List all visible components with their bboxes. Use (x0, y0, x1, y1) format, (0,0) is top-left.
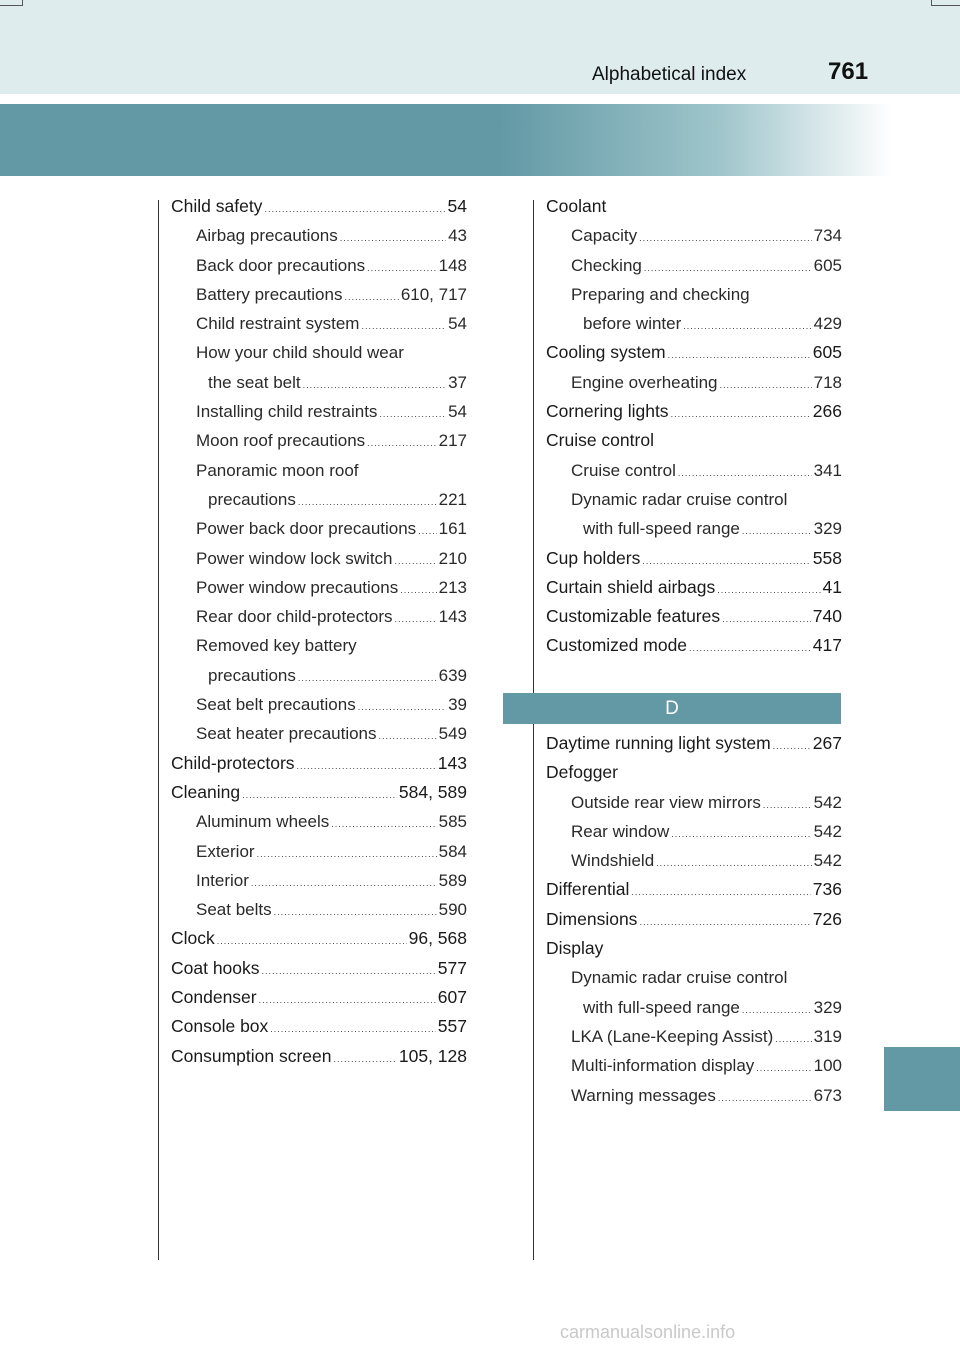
page-ref: 542 (813, 792, 842, 812)
entry-text: Capacity (571, 226, 638, 246)
leader-dots (270, 1015, 436, 1044)
page-ref: 605 (812, 342, 842, 363)
index-entry (546, 573, 842, 602)
leader-dots (678, 459, 812, 488)
leader-dots (297, 752, 436, 781)
index-entry (546, 934, 842, 963)
index-entry (171, 280, 467, 309)
page-header (0, 0, 960, 94)
index-entry (171, 221, 467, 250)
leader-dots (367, 429, 436, 458)
index-entry (546, 368, 842, 397)
page-ref: 341 (813, 460, 842, 480)
leader-dots (361, 312, 446, 341)
entry-text: Child restraint system (196, 314, 360, 334)
index-entry (171, 338, 467, 367)
index-entry (171, 602, 467, 631)
index-entry (546, 485, 842, 514)
leader-dots (775, 1025, 811, 1054)
entry-text: Cruise control (571, 460, 676, 480)
index-entry (171, 719, 467, 748)
index-entry (546, 456, 842, 485)
leader-dots (395, 605, 437, 634)
page-ref: 610, 717 (400, 284, 467, 304)
entry-text: precautions (208, 665, 296, 685)
page-ref: 54 (447, 196, 467, 216)
index-entry (171, 485, 467, 514)
entry-text: precautions (208, 489, 296, 509)
index-entry (546, 192, 842, 221)
entry-text: Rear door child-protectors (196, 607, 393, 627)
page-ref: 221 (438, 489, 467, 509)
page-ref: 639 (438, 665, 467, 685)
section-header-d: D (503, 693, 841, 724)
index-entry (546, 788, 842, 817)
index-entry (546, 1081, 842, 1110)
leader-dots (773, 732, 811, 761)
leader-dots (639, 224, 811, 253)
leader-dots (642, 547, 810, 576)
page-ref: 542 (813, 821, 842, 841)
leader-dots (379, 400, 446, 429)
index-entry (546, 631, 842, 660)
entry-text: Cup holders (546, 547, 641, 568)
page-ref: 558 (812, 547, 842, 568)
index-entry (171, 690, 467, 719)
leader-dots (689, 634, 811, 663)
page-ref: 329 (813, 519, 842, 539)
leader-dots (644, 254, 812, 283)
page-ref: 143 (437, 752, 467, 773)
entry-text: Back door precautions (196, 255, 366, 275)
entry-text: Cornering lights (546, 401, 669, 422)
index-column-left (171, 192, 467, 1071)
page-ref: 584, 589 (398, 781, 467, 802)
index-entry (171, 807, 467, 836)
index-entry (546, 221, 842, 250)
page-ref: 542 (813, 851, 842, 871)
page-ref: 43 (448, 226, 467, 246)
entry-text: Aluminum wheels (196, 812, 330, 832)
entry-text: the seat belt (208, 372, 301, 392)
page-ref: 590 (438, 900, 467, 920)
index-entry (546, 251, 842, 280)
index-entry (546, 1051, 842, 1080)
page-ref: 143 (438, 607, 467, 627)
index-entry (171, 1012, 467, 1041)
entry-text: Power back door precautions (196, 519, 417, 539)
leader-dots (639, 908, 810, 937)
entry-text: Cooling system (546, 342, 666, 363)
index-entry (546, 309, 842, 338)
leader-dots (303, 371, 446, 400)
index-entry (171, 573, 467, 602)
entry-text: Differential (546, 879, 630, 900)
leader-dots (671, 400, 811, 429)
page-ref: 429 (813, 314, 842, 334)
entry-text: Defogger (546, 762, 618, 783)
leader-dots (251, 869, 437, 898)
entry-text: Customized mode (546, 635, 688, 656)
entry-text: Seat heater precautions (196, 724, 377, 744)
leader-dots (400, 576, 436, 605)
entry-text: Engine overheating (571, 372, 718, 392)
index-entry (171, 1042, 467, 1071)
page-ref: 54 (448, 314, 467, 334)
page-title: Alphabetical index (592, 64, 747, 85)
index-entry (546, 817, 842, 846)
index-entry (546, 514, 842, 543)
index-entry (171, 192, 467, 221)
index-entry (171, 778, 467, 807)
index-entry (171, 749, 467, 778)
page-ref: 417 (812, 635, 842, 656)
column-divider (158, 200, 159, 1260)
entry-text: Seat belt precautions (196, 695, 356, 715)
entry-text: Moon roof precautions (196, 431, 366, 451)
entry-text: with full-speed range (583, 519, 740, 539)
leader-dots (344, 283, 398, 312)
leader-dots (264, 195, 445, 224)
entry-text: Airbag precautions (196, 226, 338, 246)
entry-text: Interior (196, 870, 249, 890)
index-entry (546, 758, 842, 787)
entry-text: Windshield (571, 851, 655, 871)
index-entry (546, 963, 842, 992)
entry-text: Installing child restraints (196, 402, 378, 422)
page-ref: 41 (822, 576, 842, 597)
entry-text: Clock (171, 928, 215, 949)
index-entry (171, 983, 467, 1012)
index-entry (171, 251, 467, 280)
page-ref: 266 (812, 401, 842, 422)
entry-text: Curtain shield airbags (546, 576, 716, 597)
page-ref: 589 (438, 870, 467, 890)
index-entry (171, 895, 467, 924)
entry-text: Dynamic radar cruise control (571, 489, 788, 509)
side-tab (884, 1047, 960, 1111)
index-entry (171, 924, 467, 953)
index-entry (546, 729, 842, 758)
entry-text: Seat belts (196, 900, 272, 920)
crop-mark (931, 0, 960, 6)
leader-dots (340, 224, 446, 253)
leader-dots (358, 693, 446, 722)
leader-dots (671, 820, 811, 849)
page-ref: 718 (813, 372, 842, 392)
index-entry (546, 846, 842, 875)
page-ref: 605 (813, 255, 842, 275)
entry-text: LKA (Lane-Keeping Assist) (571, 1026, 774, 1046)
entry-text: How your child should wear (196, 343, 404, 363)
leader-dots (742, 996, 812, 1025)
page-number: 761 (828, 58, 869, 85)
index-entry (546, 544, 842, 573)
leader-dots (334, 1045, 397, 1074)
leader-dots (742, 517, 812, 546)
page-ref: 105, 128 (398, 1045, 467, 1066)
index-entry (546, 905, 842, 934)
index-entry (546, 426, 842, 455)
leader-dots (262, 957, 436, 986)
index-entry (171, 661, 467, 690)
entry-text: Child-protectors (171, 752, 295, 773)
entry-text: Cruise control (546, 430, 654, 451)
page-ref: 96, 568 (408, 928, 467, 949)
page-ref: 557 (437, 1016, 467, 1037)
leader-dots (257, 840, 437, 869)
index-entry (171, 631, 467, 660)
index-entry (546, 397, 842, 426)
leader-dots (720, 371, 812, 400)
index-entry (171, 456, 467, 485)
entry-text: Rear window (571, 821, 670, 841)
column-divider (533, 200, 534, 1260)
leader-dots (217, 927, 407, 956)
entry-text: Battery precautions (196, 284, 343, 304)
page-ref: 319 (813, 1026, 842, 1046)
leader-dots (718, 1084, 812, 1113)
entry-text: Child safety (171, 196, 263, 216)
page-ref: 607 (437, 987, 467, 1008)
leader-dots (683, 312, 811, 341)
leader-dots (395, 547, 437, 576)
page-ref: 726 (812, 908, 842, 929)
entry-text: Power window precautions (196, 577, 399, 597)
entry-text: Warning messages (571, 1085, 716, 1105)
leader-dots (418, 517, 436, 546)
leader-dots (379, 722, 437, 751)
page-ref: 549 (438, 724, 467, 744)
index-entry (171, 954, 467, 983)
page-ref: 54 (448, 402, 467, 422)
entry-text: Console box (171, 1016, 269, 1037)
index-entry (171, 837, 467, 866)
page-ref: 329 (813, 997, 842, 1017)
page-ref: 267 (812, 733, 842, 753)
entry-text: Removed key battery (196, 636, 357, 656)
index-entry (171, 397, 467, 426)
header-band (0, 104, 960, 176)
entry-text: Coolant (546, 196, 607, 216)
index-entry (171, 426, 467, 455)
leader-dots (331, 810, 436, 839)
index-entry (171, 544, 467, 573)
page-ref: 740 (812, 606, 842, 627)
page-ref: 585 (438, 812, 467, 832)
entry-text: Coat hooks (171, 957, 260, 978)
page-ref: 584 (438, 841, 467, 861)
page-ref: 736 (812, 879, 842, 900)
entry-text: Checking (571, 255, 642, 275)
index-entry (546, 993, 842, 1022)
entry-text: Consumption screen (171, 1045, 332, 1066)
page-ref: 217 (438, 431, 467, 451)
entry-text: Dynamic radar cruise control (571, 968, 788, 988)
entry-text: Cleaning (171, 781, 241, 802)
entry-text: Customizable features (546, 606, 721, 627)
leader-dots (259, 986, 436, 1015)
entry-text: before winter (583, 314, 682, 334)
leader-dots (298, 664, 437, 693)
index-column-right-d (546, 729, 842, 1110)
page-ref: 577 (437, 957, 467, 978)
entry-text: Outside rear view mirrors (571, 792, 761, 812)
leader-dots (367, 254, 436, 283)
index-entry (546, 1022, 842, 1051)
index-entry (546, 602, 842, 631)
page-ref: 148 (438, 255, 467, 275)
index-entry (171, 309, 467, 338)
leader-dots (717, 576, 820, 605)
entry-text: Preparing and checking (571, 284, 750, 304)
entry-text: Daytime running light system (546, 733, 771, 753)
entry-text: with full-speed range (583, 997, 740, 1017)
entry-text: Dimensions (546, 908, 638, 929)
leader-dots (242, 781, 397, 810)
page-ref: 734 (813, 226, 842, 246)
page-ref: 213 (438, 577, 467, 597)
entry-text: Exterior (196, 841, 255, 861)
index-entry (546, 280, 842, 309)
index-entry (171, 368, 467, 397)
page-ref: 100 (813, 1056, 842, 1076)
page-ref: 37 (448, 372, 467, 392)
entry-text: Condenser (171, 987, 257, 1008)
page-ref: 673 (813, 1085, 842, 1105)
index-column-right (546, 192, 842, 661)
entry-text: Display (546, 938, 604, 959)
leader-dots (274, 898, 437, 927)
watermark: carmanualsonline.info (560, 1322, 736, 1342)
leader-dots (763, 791, 812, 820)
leader-dots (631, 878, 810, 907)
leader-dots (668, 341, 811, 370)
leader-dots (298, 488, 437, 517)
leader-dots (722, 605, 811, 634)
page-ref: 39 (448, 695, 467, 715)
page-ref: 161 (438, 519, 467, 539)
index-entry (546, 875, 842, 904)
index-entry (546, 338, 842, 367)
entry-text: Panoramic moon roof (196, 460, 359, 480)
entry-text: Multi-information display (571, 1056, 755, 1076)
leader-dots (656, 849, 811, 878)
index-entry (171, 866, 467, 895)
entry-text: Power window lock switch (196, 548, 393, 568)
leader-dots (756, 1054, 811, 1083)
crop-mark (0, 0, 23, 6)
page-ref: 210 (438, 548, 467, 568)
index-entry (171, 514, 467, 543)
